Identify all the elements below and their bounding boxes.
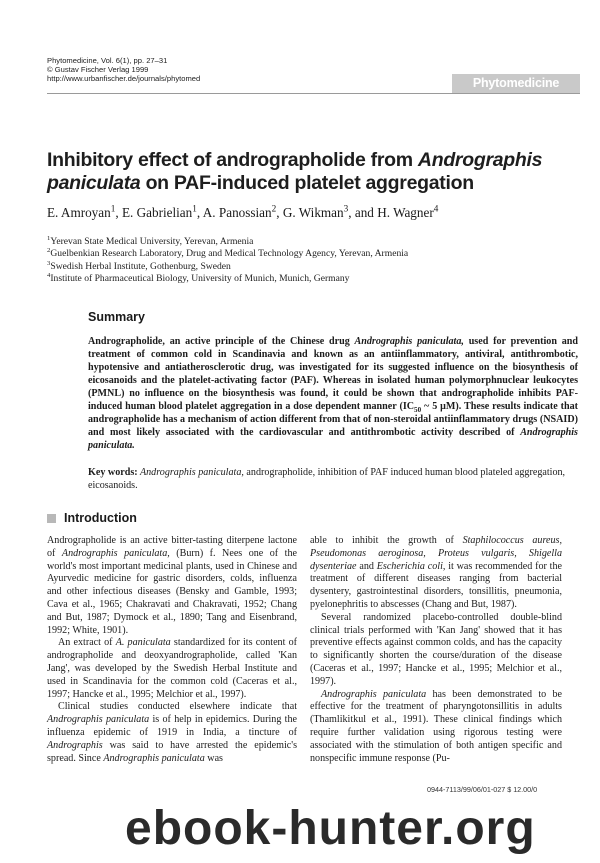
- paragraph: Several randomized placebo-controlled double-blind clinical trials performed with 'Kan Jang' showed that it has preventive effects against common colds, and has the capacity to significantly shorten the course/duration of the disease (Caceras et al., 1997; Hancke et al., 1995; Melchior et al., 1997).: [310, 611, 562, 687]
- text-seg: standardized for its content of andrographolide and deoxyandrographolide, called 'Kan Jang', was developed by the Swedish Herbal Institute and used in Scandinavia for the common cold (Caceras et al., 1997; Hancke et al., 1995; Melchior et al., 1997).: [47, 637, 297, 700]
- text-seg: Andrographolide is an active bitter-tasting diterpene lactone of: [47, 535, 297, 559]
- left-column: [47, 535, 297, 765]
- species-name: A. paniculata: [115, 637, 171, 649]
- keywords-text: andrographolide, inhibition of PAF induced human blood plateled aggregation, eicosanoids.: [88, 467, 566, 491]
- keywords: [88, 466, 578, 492]
- affiliation-number: 1: [47, 234, 51, 242]
- introduction-heading-text: Introduction: [64, 511, 137, 525]
- introduction-heading: [47, 511, 137, 525]
- species-name: Andrographis: [47, 739, 103, 751]
- summary-heading: Summary: [88, 310, 145, 324]
- affiliation-item: [47, 248, 408, 260]
- author-name: G. Wikman: [282, 205, 344, 220]
- authors-conjunction: and: [354, 205, 374, 220]
- species-name: Staphilococcus aureus, Pseudomonas aeroginosa, Proteus vulgaris, Shigella dysenteriae: [310, 535, 562, 572]
- section-square-icon: [47, 514, 56, 523]
- paragraph: [310, 535, 562, 612]
- text-seg: (Burn) f. Nees one of the world's most important medicinal plants, used in Chinese and Ayurvedic medicine for gastric disorders, colds, influenza and other infectious diseases (Bensky and Gamble, 1993; Cava et al., 1965; Chakravati and Chakravati, 1952; Chang and But, 1987; Dymock et al., 1890; Tang and Eisenbrand, 1992; White, 1901).: [47, 547, 297, 636]
- abstract-segment: ~ 5 μM). These results indicate that andrographolide has a mechanism of action different from that of non-steroidal antiinflammatory drugs (NSAID) and most likely associated with the cardiovascular and antithrombotic activity described of: [88, 401, 579, 438]
- paragraph: [47, 701, 297, 765]
- keywords-label: Key words:: [88, 467, 138, 478]
- author-affil-ref: 2: [271, 203, 277, 214]
- affiliation-list: [47, 236, 408, 286]
- affiliation-text: Swedish Herbal Institute, Gothenburg, Sweden: [50, 260, 231, 272]
- paragraph: [310, 689, 562, 766]
- paragraph: [47, 535, 297, 637]
- abstract-species: Andrographis paniculata.: [88, 427, 578, 451]
- abstract-text: [88, 335, 578, 452]
- article-code: 0944-7113/99/06/01-027 $ 12.00/0: [427, 785, 538, 794]
- species-name: Andrographis paniculata,: [61, 547, 170, 559]
- keyword-species: Andrographis paniculata,: [137, 467, 244, 478]
- title-species: Andrographis paniculata: [47, 149, 543, 194]
- author-affil-ref: 3: [343, 203, 349, 214]
- abstract-species: Andrographis paniculata,: [354, 336, 464, 347]
- header-divider: [47, 93, 580, 94]
- affiliation-text: Yerevan State Medical University, Yerevan, Armenia: [50, 236, 254, 247]
- author-list: E. Amroyan$^1$, E. Gabrielian$^1$, A. Panossian$^2$, G. Wikman$^3$, and H. Wagner$^4$: [47, 203, 439, 220]
- journal-citation: Phytomedicine, Vol. 6(1), pp. 27–31: [47, 56, 168, 65]
- affiliation-item: [47, 236, 408, 248]
- copyright-line: © Gustav Fischer Verlag 1999: [47, 65, 149, 75]
- journal-header: [47, 56, 200, 84]
- text-seg: was said to have arrested the epidemic's spread. Since: [47, 739, 297, 764]
- author-affil-ref: 4: [433, 203, 439, 214]
- author-affil-ref: 1: [110, 203, 116, 214]
- text-seg: is of help in epidemics. During the influenza epidemic of 1919 in India, a tincture of: [47, 714, 297, 738]
- ic50-subscript: 50: [414, 406, 422, 415]
- text-seg: Clinical studies conducted elsewhere indicate that: [58, 701, 297, 713]
- author-name: A. Panossian: [202, 205, 272, 220]
- affiliation-item: [47, 261, 408, 273]
- affiliation-number: 4: [47, 272, 51, 280]
- author-affil-ref: 1: [192, 203, 197, 214]
- abstract-segment: used for prevention and treatment of common cold in Scandinavia and known as an antiinflammatory, antiviral, antithrombotic, hypotensive and antiatherosclerotic drug, was investigated for its suggested influence on the biosynthesis of eicosanoids and the platelet-activating factor (PAF). Whereas in isolated human polymorphnuclear leukocytes (PMNL) no influence on the biosynthesis was found, it could be shown that andrographolide inhibits PAF-induced human blood platelet aggregation in a dose dependent manner (IC: [88, 336, 578, 412]
- right-column: [310, 535, 562, 765]
- affiliation-item: [47, 273, 408, 285]
- journal-brand-logo: Phytomedicine: [452, 74, 580, 93]
- species-name: Escherichia coli,: [376, 560, 446, 572]
- affiliation-number: 3: [47, 259, 51, 267]
- text-seg: has been demonstrated to be effective for the treatment of pharyngotonsillitis in adults (Thamlikitkul et al., 1991). These clinical findings which require further validation using rigorous testing were associated with the stimulation of both antigen specific and nonspecific immune response (Pu-: [310, 688, 563, 764]
- author-name: E. Amroyan: [47, 205, 111, 220]
- text-seg: it was recommended for the treatment of different diseases ranging from bacterial dysentery, gastrointestinal disorders, tonsillitis, pneumonia, pyelonephritis to abscesses (Chang and But, 1987).: [310, 560, 562, 610]
- paragraph: [47, 637, 297, 701]
- affiliation-text: Guelbenkian Research Laboratory, Drug and Medical Technology Agency, Yerevan, Armenia: [50, 248, 409, 260]
- author-name: H. Wagner: [377, 205, 434, 220]
- species-name: Andrographis paniculata: [103, 752, 205, 764]
- species-name: Andrographis paniculata: [47, 714, 150, 726]
- affiliation-text: Institute of Pharmaceutical Biology, University of Munich, Munich, Germany: [50, 273, 350, 285]
- text-seg: and: [356, 560, 377, 572]
- author-name: E. Gabrielian: [121, 205, 193, 220]
- title-text-end: on PAF-induced platelet aggregation: [140, 172, 474, 194]
- text-seg: able to inhibit the growth of: [310, 535, 463, 546]
- text-seg: An extract of: [58, 637, 116, 649]
- title-text: Inhibitory effect of andrographolide from: [47, 149, 418, 171]
- article-title: [47, 149, 567, 195]
- species-name: Andrographis paniculata: [321, 688, 427, 700]
- watermark-text: ebook-hunter.org: [125, 802, 536, 855]
- journal-url[interactable]: http://www.urbanfischer.de/journals/phytomed: [47, 74, 201, 84]
- abstract-segment: Andrographolide, an active principle of the Chinese drug: [88, 336, 355, 347]
- affiliation-number: 2: [47, 247, 51, 255]
- text-seg: was: [204, 752, 223, 764]
